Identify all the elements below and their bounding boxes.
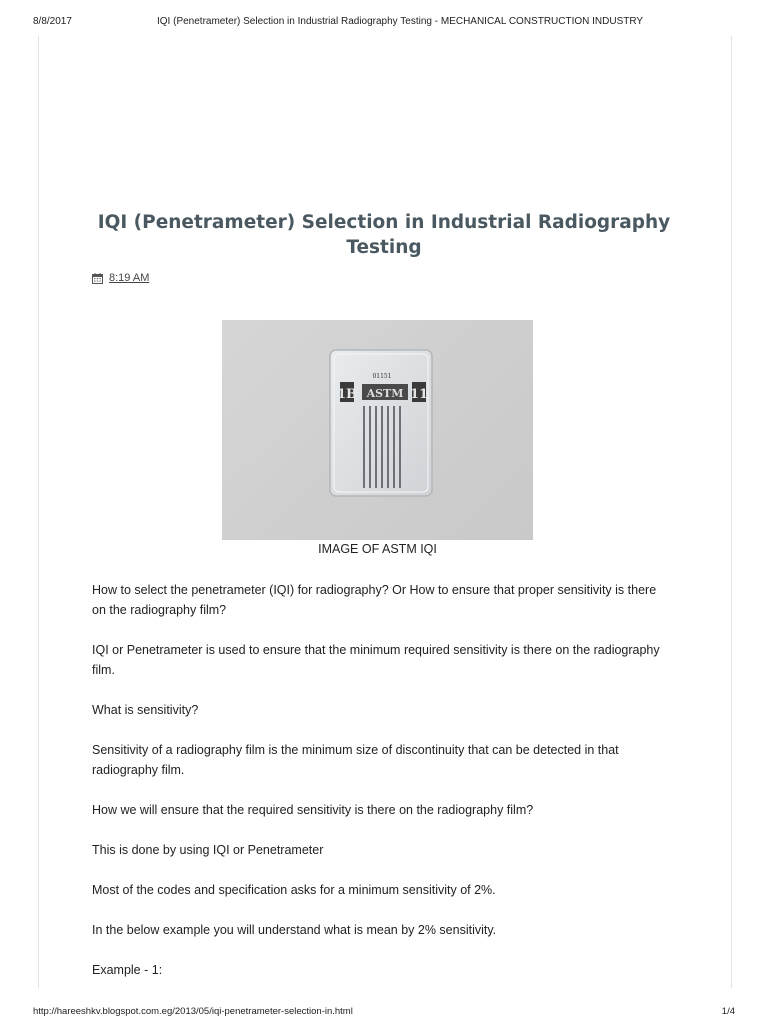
paragraph: How to select the penetrameter (IQI) for radiography? Or How to ensure that proper sensitivity is there on the radiography film? — [92, 583, 657, 617]
iqi-left-label: 1B — [336, 387, 358, 402]
print-doc-title: IQI (Penetrameter) Selection in Industrial Radiography Testing - MECHANICAL CONSTRUCTION INDUSTRY — [157, 16, 644, 27]
paragraph: Example - 1: — [92, 963, 163, 977]
image-caption: IMAGE OF ASTM IQI — [318, 542, 437, 556]
post-meta — [92, 272, 149, 284]
paragraph: This is done by using IQI or Penetrameter — [92, 843, 324, 857]
paragraph: In the below example you will understand what is mean by 2% sensitivity. — [92, 923, 497, 937]
paragraph: IQI or Penetrameter is used to ensure that the minimum required sensitivity is there on the radiography film. — [92, 643, 660, 677]
iqi-image — [222, 320, 533, 540]
iqi-center-label: ASTM — [366, 387, 404, 400]
content-border-right — [731, 36, 732, 988]
iqi-serial-label: 01151 — [372, 373, 392, 380]
paragraph: How we will ensure that the required sensitivity is there on the radiography film? — [92, 803, 534, 817]
paragraph: Most of the codes and specification asks for a minimum sensitivity of 2%. — [92, 883, 496, 897]
paragraph: What is sensitivity? — [92, 703, 199, 717]
iqi-right-label: 11 — [409, 387, 429, 402]
calendar-icon — [92, 273, 103, 284]
page-number: 1/4 — [721, 1006, 735, 1017]
content-border-left — [38, 36, 39, 988]
post-body — [92, 580, 672, 1000]
post-title: IQI (Penetrameter) Selection in Industrial Radiography Testing — [97, 212, 671, 259]
print-date: 8/8/2017 — [33, 16, 72, 27]
paragraph: Sensitivity of a radiography film is the minimum size of discontinuity that can be detected in that radiography film. — [92, 743, 619, 777]
post-time-link[interactable]: 8:19 AM — [109, 272, 150, 284]
print-url: http://hareeshkv.blogspot.com.eg/2013/05/iqi-penetrameter-selection-in.html — [33, 1006, 353, 1017]
